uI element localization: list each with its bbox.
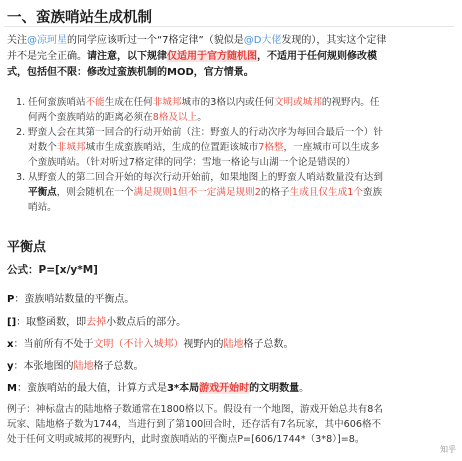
highlight-text: 生成且仅生成1个 [289, 187, 363, 198]
rule-text: 的格子 [260, 187, 290, 198]
definition-text: 小数点后的部分。 [106, 317, 187, 328]
bold-text: 的文明数量 [249, 383, 300, 394]
intro-line-3 [7, 65, 459, 81]
definition-text: ：蛮族哨站的最大值，计算方式是 [16, 383, 167, 394]
highlight-text: 7格整 [258, 142, 284, 153]
zhihu-watermark: 知乎 [440, 445, 456, 454]
highlight-text: 游戏开始时 [199, 383, 250, 394]
intro-text: 发现的），其实这个定律 [281, 35, 387, 46]
highlight-text: 非城邦 [56, 142, 86, 153]
highlight-text: 陆地 [223, 339, 244, 350]
intro-text: 并不是完全正确。 [7, 51, 87, 62]
rule-number: 3. [16, 172, 26, 183]
rule-item [16, 170, 456, 215]
rule-text: 何两个蛮族哨站的距离必须在 [28, 112, 153, 123]
definition-text: 。 [299, 383, 310, 394]
rule-text: ，一座城市可以生成多 [283, 142, 380, 153]
definition-text: ：蛮族哨站数量的平衡点。 [14, 294, 135, 305]
bold-text: 平衡点 [28, 187, 57, 198]
definition-text: ：当前所有不处于 [13, 339, 94, 350]
rule-text: 任何蛮族哨站 [28, 97, 86, 108]
mention-link[interactable]: @D大佬 [243, 35, 282, 46]
intro-text: 关注 [7, 35, 27, 46]
highlight-text: 陆地 [73, 361, 94, 372]
rule-text: 野蛮人会在其第一回合的行动开始前（注：野蛮人的行动次序为每回合最后一个）针 [28, 127, 383, 138]
definition-p [7, 290, 459, 305]
definition-key: x [7, 339, 14, 350]
example-line: 处于任何文明或城邦的视野内，此时蛮族哨站的平衡点P=[606/1744*（3*8）]=8。 [7, 434, 365, 445]
rule-text: 城市的3格以内或任何 [181, 97, 274, 108]
definition-key: P [7, 294, 15, 305]
mention-link[interactable]: @凉珂星 [27, 35, 67, 46]
example-line: 例子：神标盘古的陆地格子数通常在1800格以下。假设有一个地图，游戏开始总共有8名 [7, 404, 383, 415]
definition-key: [] [7, 317, 17, 328]
section-heading: 平衡点 [7, 240, 47, 255]
rule-text: 个蛮族哨站。（针对听过7格定律的同学：雪地一格论与山湖一个论是错误的） [28, 157, 356, 168]
intro-paragraph [7, 33, 459, 81]
definition-brackets [7, 313, 459, 328]
definition-y [7, 357, 459, 372]
rule-number: 1. [16, 97, 26, 108]
definition-text: 视野内的 [183, 339, 224, 350]
definition-m [7, 379, 459, 394]
formula-line: 公式：P=[x/y*M] [7, 264, 98, 276]
highlight-text: 8格及以上 [152, 112, 198, 123]
definition-text: ：取整函数，即 [16, 317, 87, 328]
bold-text: 3*本局 [166, 383, 200, 394]
rule-item [16, 95, 456, 125]
bold-text: ， [257, 51, 267, 62]
rule-text: 对数个 [28, 142, 57, 153]
rule-text: 从野蛮人的第二回合开始的每次行动开始前，如果地图上的野蛮人哨站数量没有达到 [28, 172, 383, 183]
bold-text: 式，包括但不限：修改过蛮族机制的MOD，官方情景。 [7, 67, 254, 78]
rule-item [16, 125, 456, 170]
definition-text: 格子总数。 [93, 361, 144, 372]
bold-text: 请注意，以下规律 [87, 51, 167, 62]
bold-text: 不适用于任何规则修改模 [267, 51, 377, 62]
highlight-text: 不能 [85, 97, 105, 108]
intro-text: 的同学应该听过一个“7格定律”（貌似是 [67, 35, 244, 46]
highlight-text: 非城邦 [152, 97, 182, 108]
definition-text: ：本张地图的 [13, 361, 74, 372]
example-line: 玩家、陆地格子数为1744，当进行到了第100回合时，还存活有7名玩家，其中606格不 [7, 419, 382, 430]
highlight-text: 去掉 [86, 317, 107, 328]
definition-x [7, 335, 459, 350]
highlight-text: 文明（不计入城邦） [93, 339, 184, 350]
rule-text: 生成在任何 [104, 97, 153, 108]
highlight-text: 仅适用于官方随机图 [167, 51, 257, 62]
rule-text: 。 [197, 112, 207, 123]
rule-number: 2. [16, 127, 26, 138]
example-paragraph [7, 402, 459, 447]
rule-text: ，则会随机在一个 [56, 187, 134, 198]
rules-list [16, 95, 456, 215]
highlight-text: 文明或城邦 [273, 97, 322, 108]
section-title: 一、蛮族哨站生成机制 [7, 10, 152, 26]
rule-text: 哨站。 [28, 202, 57, 213]
definition-key: y [7, 361, 14, 372]
intro-line-2 [7, 49, 459, 65]
rule-text: 城市生成蛮族哨站，生成的位置距该城市 [85, 142, 259, 153]
rule-text: 蛮族 [362, 187, 383, 198]
title-divider [4, 26, 454, 27]
highlight-text: 满足规则1但不一定满足规则2 [133, 187, 261, 198]
definition-key: M [7, 383, 17, 394]
intro-line-1 [7, 33, 459, 49]
rule-text: 的视野内。任 [321, 97, 380, 108]
definition-text: 格子总数。 [243, 339, 294, 350]
